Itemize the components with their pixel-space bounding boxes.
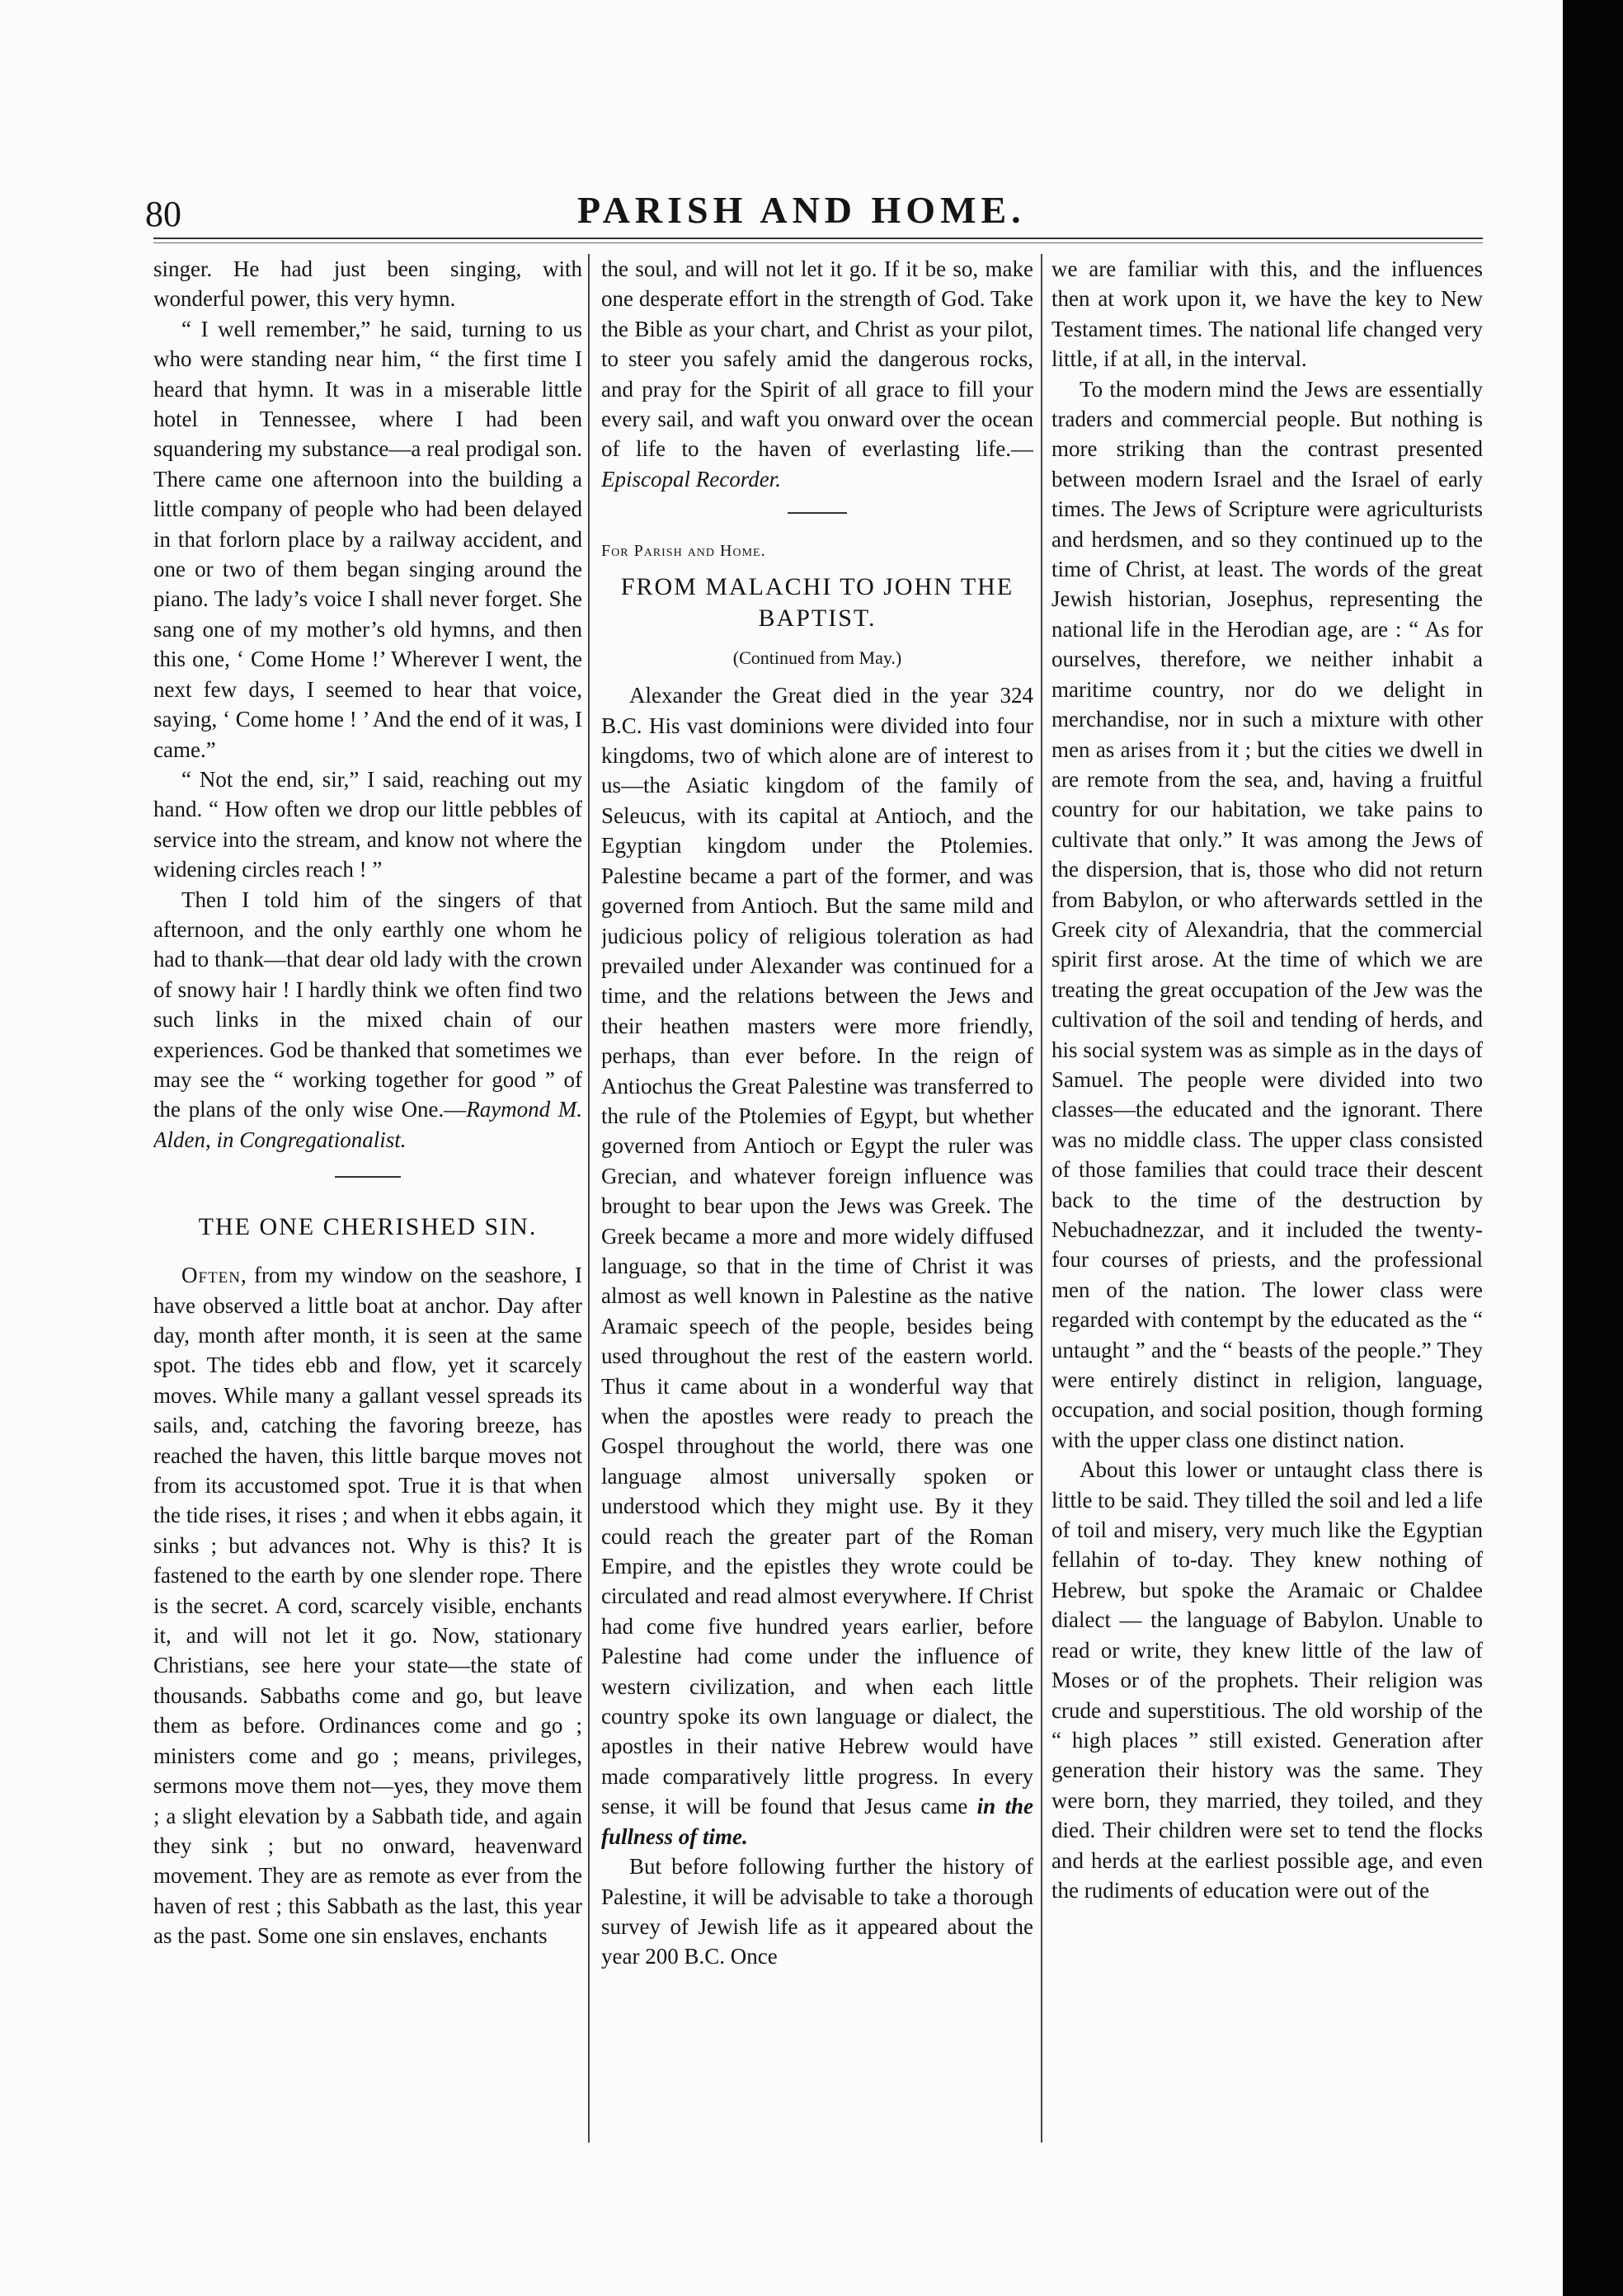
article-heading: FROM MALACHI TO JOHN THE BAPTIST. [620, 573, 1014, 633]
article-credit: Raymond M. Alden, in Congregationalist. [153, 1097, 582, 1152]
article-kicker: For Parish and Home. [601, 542, 766, 561]
col3-paragraph: we are familiar with this, and the influences then at work upon it, we have the key to New Testament times. The national life changed very little, if at all, in the interval. [1051, 256, 1483, 372]
column-rule [1041, 254, 1042, 2143]
col1-paragraph [153, 885, 582, 1155]
column-2 [601, 254, 1033, 2143]
article-credit: Episcopal Recorder. [601, 466, 781, 492]
scan-edge [1563, 0, 1623, 2296]
drop-word: Often [181, 1263, 241, 1288]
col1-paragraph: “ I well remember,” he said, turning to us who were standing near him, “ the first time I heard that hymn. It was in a miserable little hotel in Tennessee, where I had been squandering my substance—a real prodigal son. There came one afternoon into the building a little company of people who had been delayed in that forlorn place by a railway accident, and one or two of them began singing around the piano. The lady’s voice I shall never forget. She sang one of my mother’s old hymns, and then this one, ‘ Come Home !’ Wherever I went, the next few days, I seemed to hear that voice, saying, ‘ Come home ! ’ And the end of it was, I came.” [153, 316, 582, 762]
col2-paragraph-text: the soul, and will not let it go. If it be so, make one desperate effort in the strength of God. Take the Bible as your chart, and Christ as your pilot, to steer you safely amid the dangerous rocks, and pray for the Spirit of all grace to fill your every sail, and waft you onward over the ocean of life to the haven of everlasting life.— [601, 256, 1033, 462]
article-heading: THE ONE CHERISHED SIN. [198, 1213, 538, 1241]
section-divider [788, 512, 847, 514]
col2-paragraph [601, 680, 1033, 1851]
column-1 [153, 254, 582, 2143]
header-rule [153, 238, 1483, 243]
col3-paragraph: To the modern mind the Jews are essentially traders and commercial people. But nothing is more striking than the contrast presented between modern Israel and the Israel of early times. The Jews of Scripture were agriculturists and herdsmen, and so they continued up to the time of Christ, at least. The words of the great Jewish historian, Josephus, representing the national life in the Herodian age, are : “ As for ourselves, therefore, we neither inhabit a maritime country, nor do we delight in merchandise, nor in such a mixture with other men as arises from it ; but the cities we dwell in are remote from the sea, and, having a fruitful country for our habitation, we take pains to cultivate that only.” It was among the Jews of the dispersion, that is, those who did not return from Babylon, or who afterwards settled in the Greek city of Alexandria, that the commercial spirit first arose. At the time of which we are treating the great occupation of the Jew was the cultivation of the soil and tending of herds, and his social system was as simple as in the days of Samuel. The people were divided into two classes—the educated and the ignorant. There was no middle class. The upper class consisted of those families that could trace their descent back to the time of the destruction by Nebuchadnezzar, and it included the twenty-four courses of priests, and the professional men of the nation. The lower class were regarded with contempt by the educated as the “ untaught ” and the “ beasts of the people.” They were entirely distinct in religion, language, occupation, and social position, though forming with the upper class one distinct nation. [1051, 376, 1483, 1452]
col3-paragraph: About this lower or untaught class there is little to be said. They tilled the soil and led a life of toil and misery, very much like the Egyptian fellahin of to-day. They knew nothing of Hebrew, but spoke the Aramaic or Chaldee dialect — the language of Babylon. Unable to read or write, they knew little of the law of Moses or of the prophets. Their religion was crude and superstitious. The old worship of the “ high places ” still existed. Generation after generation their history was the same. They were born, they married, they toiled, and they died. Their children were set to tend the flocks and herds at the earliest possible age, and even the rudiments of education were out of the [1051, 1457, 1483, 1903]
col2-paragraph [601, 254, 1033, 494]
continued-note: (Continued from May.) [732, 647, 902, 669]
page-number: 80 [145, 194, 181, 234]
col1-paragraph: “ Not the end, sir,” I said, reaching out my hand. “ How often we drop our little pebbles of service into the stream, and know not where the widening circles reach ! ” [153, 766, 582, 882]
emphasis-text: in the fullness of time. [601, 1794, 1033, 1849]
col1-paragraph: singer. He had just been singing, with wonderful power, this very hymn. [153, 256, 582, 312]
col1-paragraph-text: , from my window on the seashore, I have observed a little boat at anchor. Day after day, month after month, it is seen at the same spot. The tides ebb and flow, yet it scarcely moves. While many a gallant vessel spreads its sails, and, catching the favoring breeze, has reached the haven, this little barque moves not from its accustomed spot. True it is that when the tide rises, it rises ; and when it ebbs again, it sinks ; but advances not. Why is this? It is fastened to the earth by one slender rope. There is the secret. A cord, scarcely visible, enchants it, and will not let it go. Now, stationary Christians, see here your state—the state of thousands. Sabbaths come and go, but leave them as before. Ordinances come and go ; ministers come and go ; means, privileges, sermons move them not—yes, they move them ; a slight elevation by a Sabbath tide, and again they sink ; but no onward, heavenward movement. They are as remote as ever from the haven of rest ; this Sabbath as the last, this year as the past. Some one sin enslaves, enchants [153, 1263, 582, 1949]
col1-paragraph [153, 1260, 582, 1950]
column-3 [1051, 254, 1483, 2143]
column-rule [588, 254, 590, 2143]
col2-paragraph: But before following further the history of Palestine, it will be advisable to take a thorough survey of Jewish life as it appeared about the year 200 B.C. Once [601, 1854, 1033, 1969]
running-head-title: PARISH AND HOME. [577, 189, 1026, 231]
section-divider [335, 1176, 401, 1178]
col2-paragraph-text: Alexander the Great died in the year 324 B.C. His vast dominions were divided into four kingdoms, two of which alone are of interest to us—the Asiatic kingdom of the family of Seleucus, with its capital at Antioch, and the Egyptian kingdom under the Ptolemies. Palestine became a part of the former, and was governed from Antioch. But the same mild and judicious policy of religious toleration as had prevailed under Alexander was continued for a time, and the relations between the Jews and their heathen masters were more friendly, perhaps, than ever before. In the reign of Antiochus the Great Palestine was transferred to the rule of the Ptolemies of Egypt, but whether governed from Antioch or Egypt the ruler was Grecian, and whatever foreign influence was brought to bear upon the Jews was Greek. The Greek became a more and more widely diffused language, so that in the time of Christ it was almost as well known in Palestine as the native Aramaic speech of the people, besides being used throughout the rest of the eastern world. Thus it came about in a wonderful way that when the apostles were ready to preach the Gospel throughout the world, there was one language almost universally spoken or understood which they might use. By it they could reach the greater part of the Roman Empire, and the epistles they wrote could be circulated and read almost everywhere. If Christ had come five hundred years earlier, before Palestine had come under the influence of western civilization, and when each little country spoke its own language or dialect, the apostles in their native Hebrew would have made comparatively little progress. In every sense, it will be found that Jesus came [601, 683, 1033, 1819]
col1-paragraph-text: Then I told him of the singers of that afternoon, and the only earthly one whom he had to thank—that dear old lady with the crown of snowy hair ! I hardly think we often find two such links in the mixed chain of our experiences. God be thanked that sometimes we may see the “ working together for good ” of the plans of the only wise One.— [153, 887, 582, 1122]
